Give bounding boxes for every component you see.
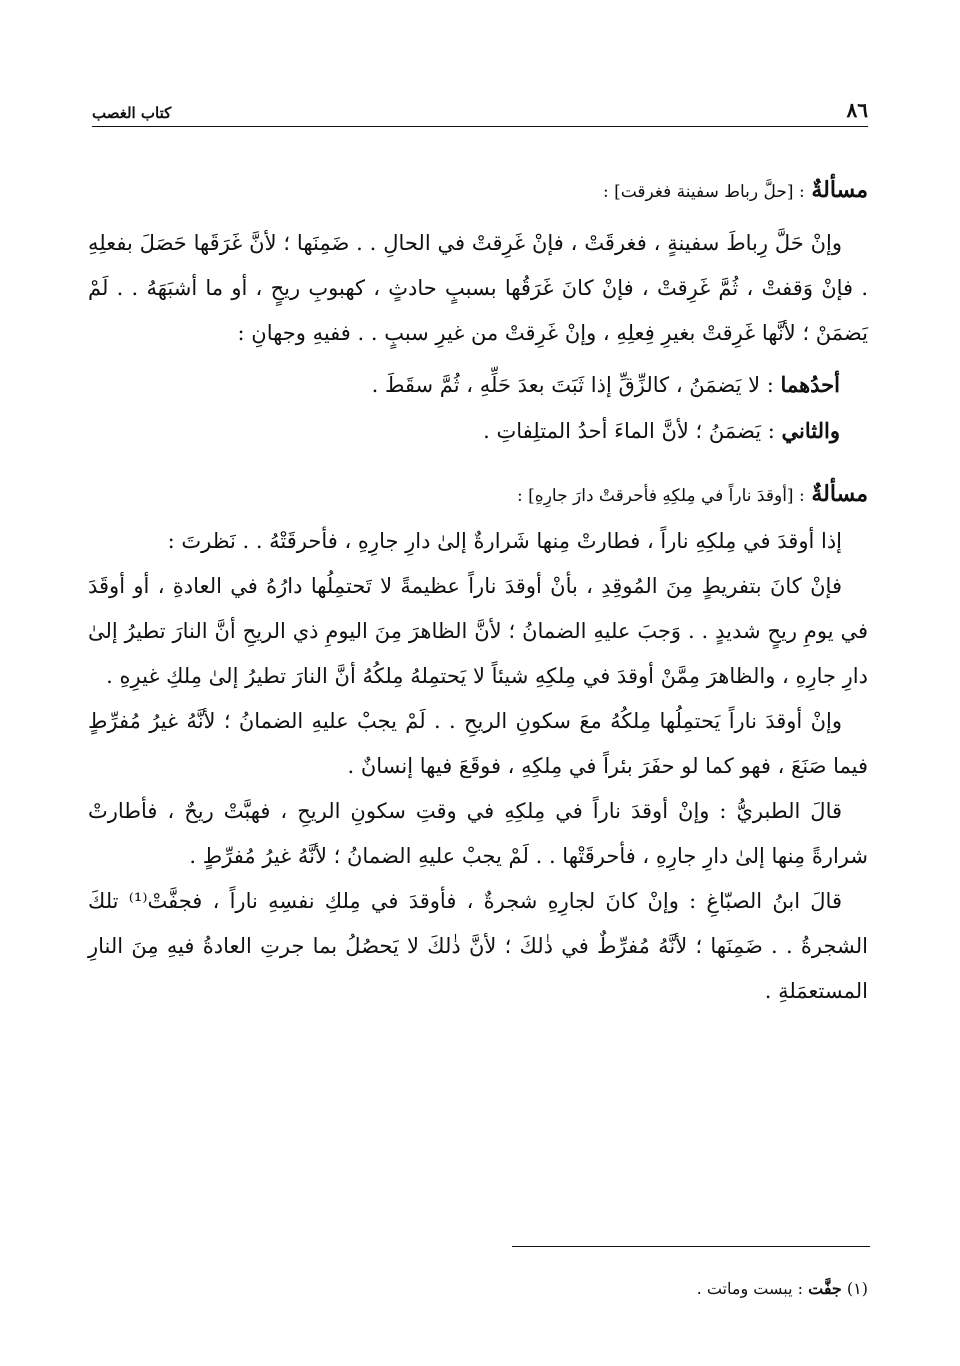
first-opinion-label: أحدُهما: [780, 372, 840, 397]
issue-label: مسألةٌ: [811, 481, 868, 507]
footnote-text: : يبست وماتت .: [696, 1279, 804, 1298]
second-opinion-label: والثاني: [781, 418, 840, 443]
book-title: كتاب الغصب: [92, 104, 172, 122]
issue-heading-2: [88, 472, 868, 519]
footnote-term: جفَّت: [808, 1279, 842, 1298]
issue-topic: : [حلَّ رباط سفينة فغرقت] :: [602, 182, 805, 202]
second-opinion: [88, 408, 868, 454]
paragraph: فإنْ كانَ بتفريطٍ مِنَ المُوقِدِ ، بأنْ أوقدَ ناراً عظيمةً لا تَحتمِلُها دارُهُ في العادةِ ، أو أوقَدَ في يومِ ريحٍ شديدٍ . . وَجبَ عليهِ الضمانُ ؛ لأنَّ الظاهرَ مِنَ اليومِ ذي الريحِ أنَّ النارَ تطيرُ إلىٰ دارِ جارِهِ ، والظاهرَ مِمَّنْ أوقدَ في مِلكِهِ شيئاً لا يَحتمِلهُ مِلكُهُ أنَّ النارَ تطيرُ إلىٰ مِلكِ غيرِهِ .: [88, 574, 868, 688]
issue-heading-1: [88, 168, 868, 215]
footnote-divider: [512, 1246, 870, 1247]
page-number: ٨٦: [846, 98, 868, 122]
footnote-number: (١): [846, 1279, 868, 1298]
issue-label: مسألةٌ: [811, 177, 868, 203]
issue-topic: : [أوقدَ ناراً في مِلكِهِ فأحرقتْ دارَ جارِهِ] :: [517, 486, 805, 506]
first-opinion: [88, 362, 868, 408]
paragraph: قالَ ابنُ الصبّاغِ : وإنْ كانَ لجارِهِ شجرةٌ ، فأوقدَ في مِلكِ نفسِهِ ناراً ، فجفَّتْ⁽¹⁾ تلكَ الشجرةُ . . ضَمِنَها ؛ لأنَّهُ مُفرِّطٌ في ذٰلكَ ؛ لأنَّ ذٰلكَ لا يَحصُلُ بما جرتِ العادةُ فيهِ مِنَ النارِ المستعمَلةِ .: [88, 889, 868, 1003]
page-body: [88, 168, 868, 1014]
first-opinion-text: : لا يَضمَنُ ، كالزِّقِّ إذا ثَبَتَ بعدَ حَلِّهِ ، ثُمَّ سقَطَ .: [371, 373, 774, 397]
paragraph: وإنْ أوقدَ ناراً يَحتمِلُها مِلكُهُ معَ سكونِ الريحِ . . لَمْ يجبْ عليهِ الضمانُ ؛ لأنَّهُ غيرُ مُفرِّطٍ فيما صَنَعَ ، فهو كما لو حفَرَ بئراً في مِلكِهِ ، فوقَعَ فيها إنسانٌ .: [88, 709, 868, 778]
paragraph: إذا أوقدَ في مِلكِهِ ناراً ، فطارتْ مِنها شَرارةٌ إلىٰ دارِ جارِهِ ، فأحرقَتْهُ . . نَظرتَ :: [167, 529, 842, 553]
second-opinion-text: : يَضمَنُ ؛ لأنَّ الماءَ أحدُ المتلِفاتِ .: [483, 419, 775, 443]
running-header: [92, 88, 868, 127]
paragraph: وإنْ حَلَّ رِباطَ سفينةٍ ، فغرقَتْ ، فإنْ غَرِقتْ في الحالِ . . ضَمِنَها ؛ لأنَّ غَرَقَها حَصَلَ بفعلِهِ . فإنْ وَقفتْ ، ثُمَّ غَرِقتْ ، فإنْ كانَ غَرَقُها بسببٍ حادثٍ ، كهبوبِ ريحٍ ، أو ما أشبَهَهُ . . لَمْ يَضمَنْ ؛ لأنَّها غَرِقتْ بغيرِ فِعلِهِ ، وإنْ غَرِقتْ من غيرِ سببٍ . . ففيهِ وجهانِ :: [88, 231, 868, 345]
paragraph: قالَ الطبريُّ : وإنْ أوقدَ ناراً في مِلكِهِ في وقتِ سكونِ الريحِ ، فهبَّتْ ريحٌ ، فأطارتْ شرارةً مِنها إلىٰ دارِ جارِهِ ، فأحرقَتْها . . لَمْ يجبْ عليهِ الضمانُ ؛ لأنَّهُ غيرُ مُفرِّطٍ .: [88, 799, 868, 868]
footnote: [92, 1276, 868, 1302]
